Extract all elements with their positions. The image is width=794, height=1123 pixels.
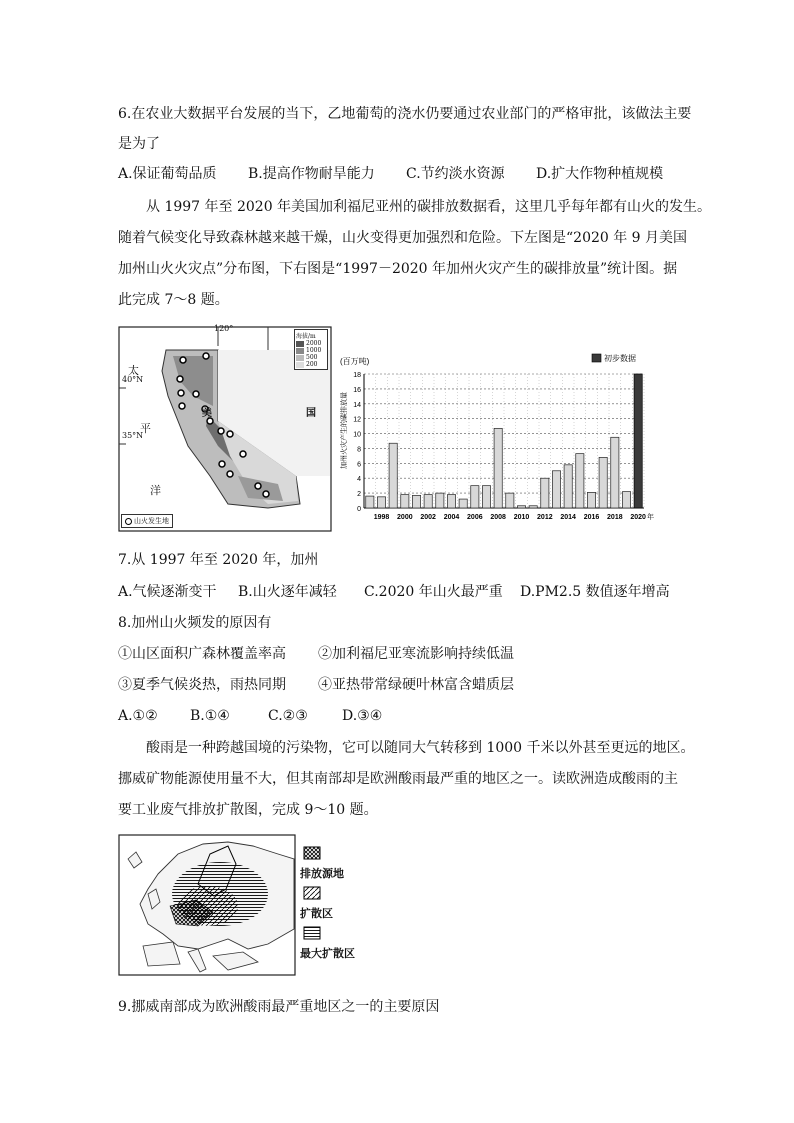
y-tick-label: 6 xyxy=(357,461,361,469)
q6-option-d: D.扩大作物种植规模 xyxy=(536,166,664,182)
q8-option-a: A.①② xyxy=(118,708,158,724)
bar xyxy=(622,492,630,508)
fire-point xyxy=(227,431,233,437)
q7-option-a: A.气候逐渐变干 xyxy=(118,584,217,600)
bar xyxy=(471,486,479,508)
legend-label-prelim: 初步数据 xyxy=(604,354,636,363)
y-unit-label: (百万吨) xyxy=(340,357,370,366)
elevation-level: 2000 xyxy=(306,340,322,347)
fire-legend-label: 山火发生地 xyxy=(134,517,169,525)
ocean-label-2: 平 xyxy=(140,422,151,435)
q8-stem: 8.加州山火频发的原因有 xyxy=(118,615,272,631)
bar xyxy=(576,454,584,508)
bar xyxy=(401,495,409,508)
q7-stem: 7.从 1997 年至 2020 年，加州 xyxy=(118,552,319,568)
q7-option-c: C.2020 年山火最严重 xyxy=(364,584,503,600)
x-tick-label: 2010 xyxy=(513,514,530,521)
ocean-label-3: 洋 xyxy=(150,484,161,497)
bar xyxy=(564,465,572,508)
bar xyxy=(424,495,432,508)
passage1-line2: 随着气候变化导致森林越来越干燥，山火变得更加强烈和危险。下左图是“2020 年 9 月美国 xyxy=(118,230,688,246)
fire-point xyxy=(218,428,224,434)
elevation-legend-title: 海拔/m xyxy=(296,333,316,340)
longitude-label: 120° xyxy=(214,324,234,333)
y-tick-label: 2 xyxy=(357,491,361,499)
q6-options xyxy=(118,164,663,184)
bar xyxy=(494,428,502,508)
elevation-level: 500 xyxy=(306,354,318,361)
x-tick-label: 2006 xyxy=(467,514,483,521)
legend-swatch-diffusion xyxy=(300,886,322,900)
bar xyxy=(377,497,385,508)
x-tick-label: 2020 xyxy=(630,514,646,521)
bar xyxy=(506,493,514,508)
q8-item-4: ④亚热带常绿硬叶林富含蜡质层 xyxy=(318,677,514,693)
fire-point xyxy=(227,471,233,477)
passage2-line3: 要工业废气排放扩散图，完成 9～10 题。 xyxy=(118,802,378,818)
bar xyxy=(436,493,444,508)
legend-swatch-prelim xyxy=(592,354,601,362)
legend-swatch-source xyxy=(300,846,322,860)
bar xyxy=(552,471,560,508)
fire-point xyxy=(255,483,261,489)
fire-point xyxy=(180,357,186,363)
y-tick-label: 4 xyxy=(357,476,361,484)
fire-point xyxy=(193,391,199,397)
x-tick-label: 2012 xyxy=(537,514,553,521)
bar xyxy=(611,437,619,508)
y-tick-label: 18 xyxy=(353,372,361,379)
legend-label-max-diffusion: 最大扩散区 xyxy=(300,947,355,960)
q8-option-b: B.①④ xyxy=(190,708,230,724)
fire-marker-icon xyxy=(125,518,132,525)
fire-point xyxy=(263,491,269,497)
europe-map-svg xyxy=(118,834,296,976)
bar xyxy=(459,499,467,508)
x-tick-label: 2002 xyxy=(420,514,436,521)
x-unit-label: 年 xyxy=(647,514,654,521)
bar xyxy=(366,496,374,508)
x-tick-label: 2008 xyxy=(490,514,506,521)
ocean-label-1: 太 xyxy=(128,364,139,377)
country-label-1: 美 xyxy=(202,408,212,419)
passage2-line2: 挪威矿物能源使用量不大，但其南部却是欧洲酸雨最严重的地区之一。读欧洲造成酸雨的主 xyxy=(118,771,678,787)
y-tick-label: 10 xyxy=(353,431,361,439)
fire-point xyxy=(240,451,246,457)
country-label-2: 国 xyxy=(306,408,316,419)
legend-label-source: 排放源地 xyxy=(300,867,344,880)
bar xyxy=(447,495,455,508)
europe-map-legend xyxy=(300,846,360,966)
y-axis-label: 加州火灾产生的碳排放量 xyxy=(341,392,348,469)
q8-option-d: D.③④ xyxy=(342,708,383,724)
bar-preliminary xyxy=(634,374,642,508)
x-tick-label: 2018 xyxy=(607,514,623,521)
bar xyxy=(482,486,490,508)
y-tick-label: 12 xyxy=(353,416,361,424)
legend-label-diffusion: 扩散区 xyxy=(300,907,333,920)
q7-option-b: B.山火逐年减轻 xyxy=(238,584,337,600)
bar xyxy=(412,495,420,508)
y-tick-label: 14 xyxy=(353,401,361,409)
x-tick-label: 2016 xyxy=(583,514,600,521)
legend-swatch-max-diffusion xyxy=(300,926,322,940)
q6-option-b: B.提高作物耐旱能力 xyxy=(248,166,375,182)
q7-option-d: D.PM2.5 数值逐年增高 xyxy=(520,584,670,600)
lat-35-label: 35°N xyxy=(122,431,144,440)
carbon-emission-chart xyxy=(336,328,660,530)
q8-option-c: C.②③ xyxy=(268,708,308,724)
bar xyxy=(541,478,549,508)
elevation-level: 1000 xyxy=(306,347,322,354)
passage1-line1: 从 1997 年至 2020 年美国加利福尼亚州的碳排放数据看，这里几乎每年都有山火的发生。 xyxy=(146,199,712,215)
q6-option-a: A.保证葡萄品质 xyxy=(118,166,217,182)
europe-acid-rain-map xyxy=(118,834,296,976)
q6-stem-line2: 是为了 xyxy=(118,136,160,152)
lat-40-label: 40°N xyxy=(122,375,144,384)
passage1-line3: 加州山火火灾点”分布图，下右图是“1997－2020 年加州火灾产生的碳排放量”统计图。据 xyxy=(118,261,678,277)
q8-options xyxy=(118,706,382,726)
bar xyxy=(599,457,607,508)
fire-point xyxy=(178,390,184,396)
fire-point xyxy=(219,461,225,467)
x-tick-label: 2014 xyxy=(560,514,576,521)
fire-point xyxy=(179,403,185,409)
bar xyxy=(529,506,537,508)
passage1-line4: 此完成 7～8 题。 xyxy=(118,292,229,308)
bar xyxy=(389,443,397,508)
x-tick-label: 1998 xyxy=(373,514,390,521)
passage2-line1: 酸雨是一种跨越国境的污染物，它可以随同大气转移到 1000 千米以外甚至更远的地区。 xyxy=(146,740,695,756)
fire-point xyxy=(177,376,183,382)
y-tick-label: 16 xyxy=(353,386,361,394)
chart-svg xyxy=(336,328,660,530)
q8-item-1: ①山区面积广森林覆盖率高 xyxy=(118,646,286,662)
q8-item-3: ③夏季气候炎热，雨热同期 xyxy=(118,677,286,693)
fire-legend xyxy=(121,514,173,528)
elevation-level: 200 xyxy=(306,361,318,368)
x-tick-label: 2000 xyxy=(397,514,413,521)
bar xyxy=(517,506,525,508)
california-fire-map xyxy=(118,326,332,532)
x-tick-label: 2004 xyxy=(443,514,460,521)
q7-options xyxy=(118,582,670,602)
q8-items-row1 xyxy=(118,644,514,664)
bar xyxy=(587,492,595,508)
q6-option-c: C.节约淡水资源 xyxy=(406,166,505,182)
q8-item-2: ②加利福尼亚寒流影响持续低温 xyxy=(318,646,514,662)
q8-items-row2 xyxy=(118,675,514,695)
q6-stem-line1: 6.在农业大数据平台发展的当下，乙地葡萄的浇水仍要通过农业部门的严格审批，该做法主要 xyxy=(118,106,692,122)
elevation-legend xyxy=(294,329,328,370)
q9-stem: 9.挪威南部成为欧洲酸雨最严重地区之一的主要原因 xyxy=(118,999,440,1015)
y-tick-label: 8 xyxy=(357,446,361,454)
y-tick-label: 0 xyxy=(357,506,361,513)
fire-point xyxy=(203,353,209,359)
iberia xyxy=(143,942,180,966)
